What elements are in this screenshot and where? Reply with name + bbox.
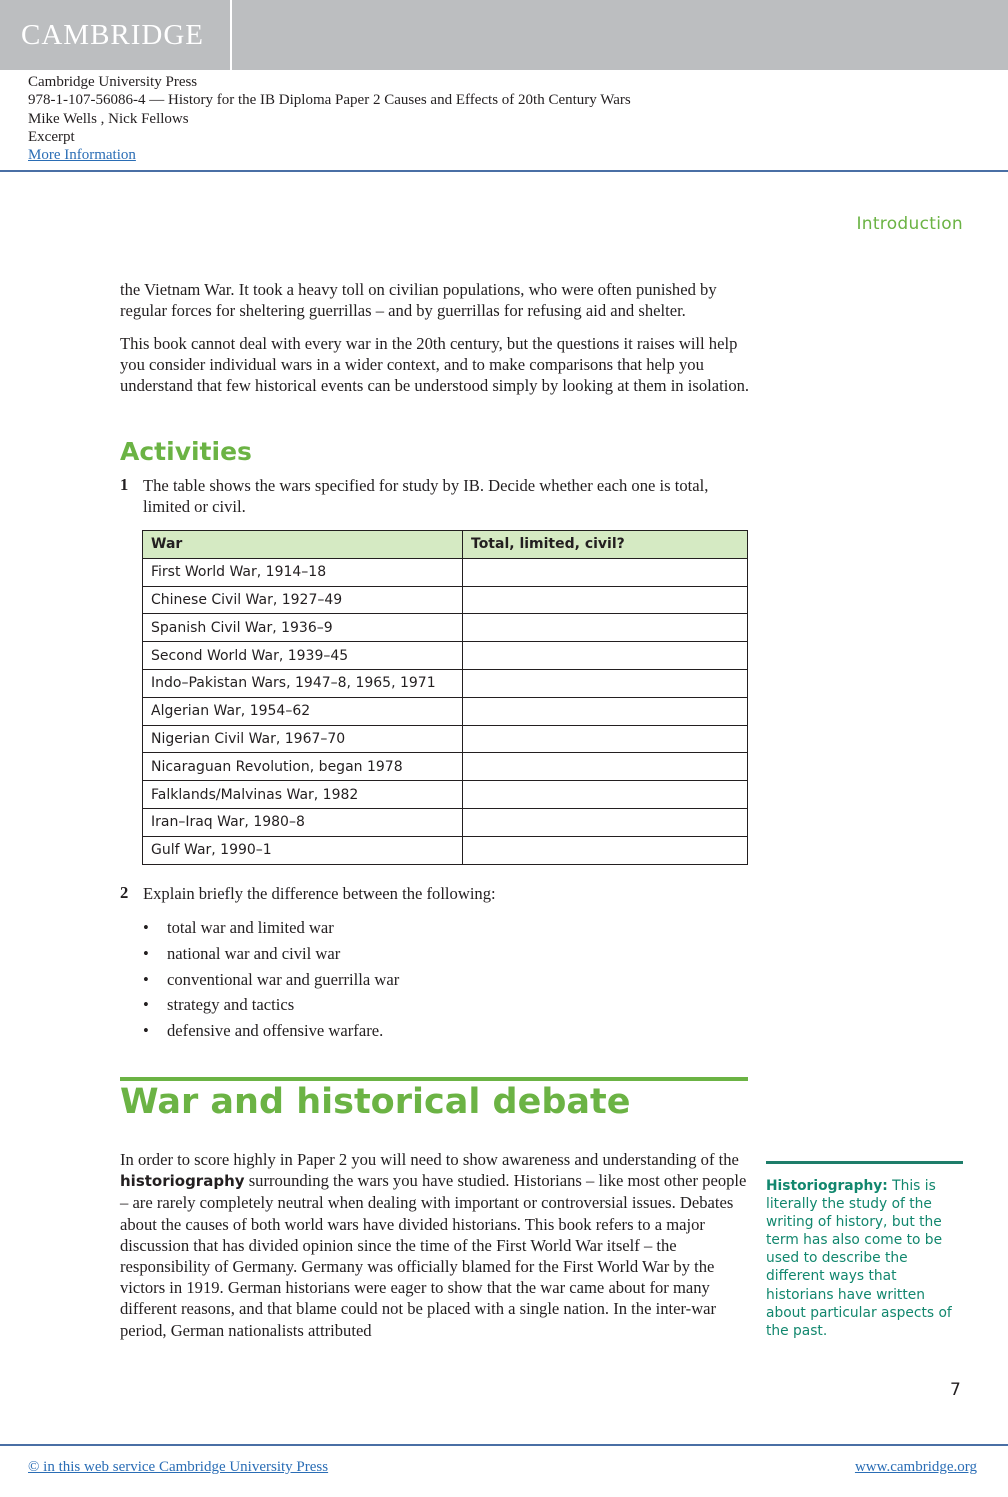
column-header-war: War [143, 531, 463, 559]
paragraph-text-start: In order to score highly in Paper 2 you will need to show awareness and understanding of the [120, 1150, 739, 1169]
war-cell: Falklands/Malvinas War, 1982 [143, 781, 463, 809]
table-row [143, 781, 748, 809]
war-cell: First World War, 1914–18 [143, 558, 463, 586]
footer-divider [0, 1444, 1008, 1446]
glossary-definition: This is literally the study of the writing of history, but the term has also come to be used to describe the different ways that historians have written about particular aspects of the past. [766, 1178, 952, 1339]
column-header-type: Total, limited, civil? [463, 531, 748, 559]
table-row [143, 836, 748, 864]
table-row [143, 669, 748, 697]
answer-cell [463, 642, 748, 670]
answer-cell [463, 808, 748, 836]
header-divider [0, 170, 1008, 172]
table-row [143, 586, 748, 614]
list-item: • conventional war and guerrilla war [143, 967, 399, 993]
table-row [143, 725, 748, 753]
glossary-term: Historiography: [766, 1178, 888, 1194]
logo-text: CAMBRIDGE [21, 19, 205, 51]
war-cell: Nicaraguan Revolution, began 1978 [143, 753, 463, 781]
question-2-text: Explain briefly the difference between the following: [143, 884, 496, 903]
war-cell: Chinese Civil War, 1927–49 [143, 586, 463, 614]
answer-cell [463, 781, 748, 809]
more-information-link[interactable]: More Information [28, 147, 136, 164]
question-2-number: 2 [120, 883, 129, 902]
war-cell: Nigerian Civil War, 1967–70 [143, 725, 463, 753]
answer-cell [463, 614, 748, 642]
answer-cell [463, 669, 748, 697]
section-paragraph [120, 1149, 750, 1341]
activities-heading: Activities [120, 437, 252, 466]
question-1-number: 1 [120, 475, 129, 494]
historiography-keyword: historiography [120, 1172, 245, 1191]
war-cell: Iran–Iraq War, 1980–8 [143, 808, 463, 836]
cambridge-logo[interactable] [0, 0, 232, 70]
list-item: • strategy and tactics [143, 992, 399, 1018]
table-header-row [143, 531, 748, 559]
answer-cell [463, 836, 748, 864]
list-item: • total war and limited war [143, 915, 399, 941]
intro-paragraph-2: This book cannot deal with every war in the 20th century, but the questions it raises will help you consider individual wars in a wider context, and to make comparisons that help you understand that few historical events can be understood simply by looking at them in isolation. [120, 334, 750, 395]
war-cell: Gulf War, 1990–1 [143, 836, 463, 864]
war-cell: Spanish Civil War, 1936–9 [143, 614, 463, 642]
publisher-name: Cambridge University Press [28, 74, 198, 90]
section-rule [120, 1077, 748, 1081]
excerpt-label: Excerpt [28, 128, 75, 145]
table-row [143, 753, 748, 781]
authors: Mike Wells , Nick Fellows [28, 110, 189, 127]
answer-cell [463, 697, 748, 725]
paragraph-text-end: surrounding the wars you have studied. Historians – like most other people – are rarely completely neutral when dealing with important or controversial issues. Debates about the causes of both world wars have divided historians. This book refers to a major discussion that has divided opinion since the time of the First World War itself – the responsibility of Germany. Germany was officially blamed for the First World War by the victors in 1919. German historians were eager to show that the war came about for many different reasons, and that blame could not be placed with a single nation. In the inter-war period, German nationalists attributed [120, 1171, 747, 1340]
header-banner [0, 0, 1008, 70]
isbn-title: 978-1-107-56086-4 — History for the IB Diploma Paper 2 Causes and Effects of 20th Century Wars [28, 92, 631, 109]
war-cell: Second World War, 1939–45 [143, 642, 463, 670]
page-number: 7 [950, 1380, 961, 1400]
sidebar-rule [766, 1161, 963, 1164]
war-cell: Algerian War, 1954–62 [143, 697, 463, 725]
wars-table [142, 530, 748, 865]
table-row [143, 808, 748, 836]
book-metadata [28, 73, 631, 164]
intro-paragraph-1: the Vietnam War. It took a heavy toll on civilian populations, who were often punished by regular forces for sheltering guerrillas – and by guerrillas for refusing aid and shelter. [120, 280, 717, 320]
answer-cell [463, 753, 748, 781]
list-item: • defensive and offensive warfare. [143, 1018, 399, 1044]
running-head: Introduction [856, 214, 963, 234]
table-row [143, 642, 748, 670]
table-row [143, 614, 748, 642]
question-1-text: The table shows the wars specified for study by IB. Decide whether each one is total, limited or civil. [143, 476, 709, 516]
list-item: • national war and civil war [143, 941, 399, 967]
glossary-sidebar [766, 1177, 966, 1340]
section-heading: War and historical debate [120, 1082, 631, 1122]
table-row [143, 697, 748, 725]
table-row [143, 558, 748, 586]
cambridge-website-link[interactable]: www.cambridge.org [854, 1459, 977, 1475]
comparison-list [143, 915, 399, 1044]
answer-cell [463, 725, 748, 753]
copyright-link[interactable]: © in this web service Cambridge University Press [28, 1459, 329, 1475]
intro-text [120, 279, 750, 396]
answer-cell [463, 558, 748, 586]
war-cell: Indo–Pakistan Wars, 1947–8, 1965, 1971 [143, 669, 463, 697]
answer-cell [463, 586, 748, 614]
